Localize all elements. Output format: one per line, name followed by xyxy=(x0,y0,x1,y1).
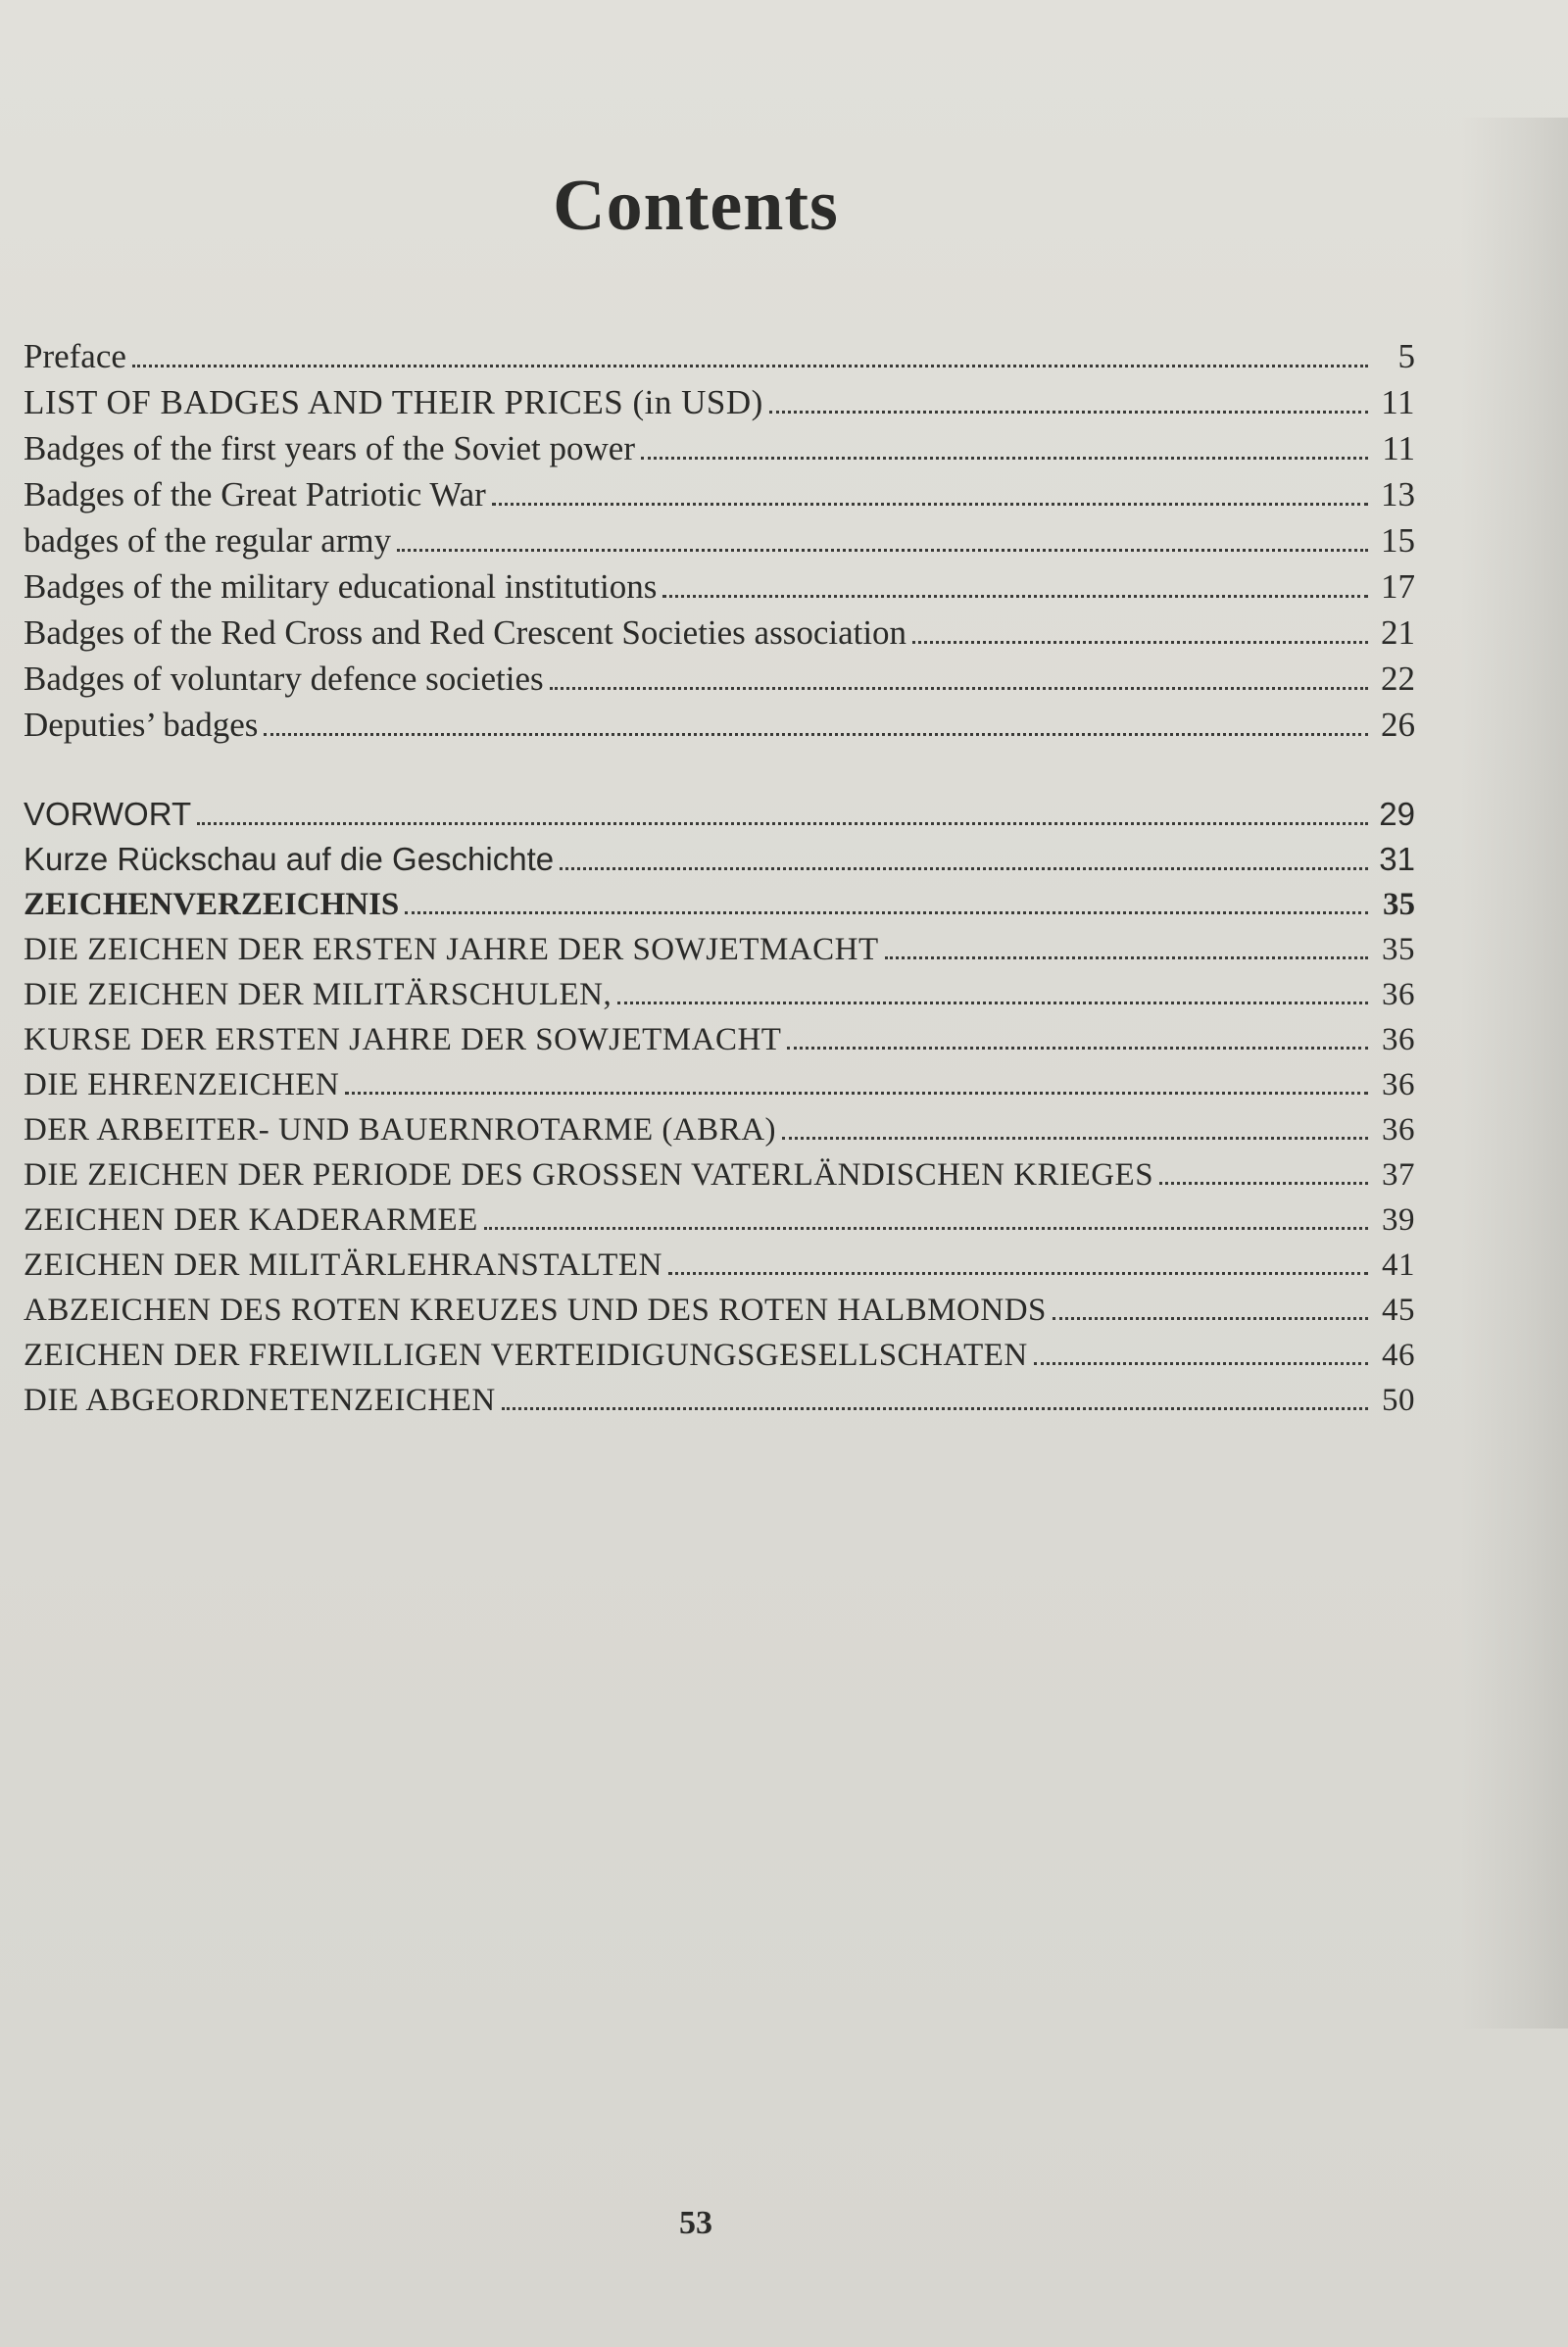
toc-entry-label: DIE ZEICHEN DER ERSTEN JAHRE DER SOWJETMACHT xyxy=(24,932,879,967)
toc-entry-kurse xyxy=(24,1017,1415,1062)
toc-entry-page: 46 xyxy=(1382,1338,1415,1373)
dot-leader xyxy=(769,411,1368,414)
toc-entry-first-years xyxy=(24,425,1415,471)
toc-entry-page: 22 xyxy=(1381,660,1415,698)
toc-entry-page: 15 xyxy=(1381,521,1415,560)
toc-entry-military-educational xyxy=(24,563,1415,610)
toc-entry-label: Kurze Rückschau auf die Geschichte xyxy=(24,841,555,877)
toc-entry-page: 5 xyxy=(1397,337,1415,375)
dot-leader xyxy=(492,503,1368,506)
toc-entry-page: 26 xyxy=(1381,706,1415,744)
toc-entry-label: Badges of the military educational institutions xyxy=(24,567,658,606)
toc-entry-label: ZEICHENVERZEICHNIS xyxy=(24,887,400,922)
toc-entry-page: 11 xyxy=(1381,383,1415,421)
toc-entry-label: Badges of the first years of the Soviet power xyxy=(24,429,636,467)
toc-entry-label: badges of the regular army xyxy=(24,521,392,560)
dot-leader xyxy=(912,641,1368,644)
page-title: Contents xyxy=(553,165,839,246)
toc-entry-label: Preface xyxy=(24,337,126,375)
toc-entry-militaerschulen xyxy=(24,972,1415,1017)
toc-entry-page: 36 xyxy=(1382,1067,1415,1102)
toc-entry-label: Badges of voluntary defence societies xyxy=(24,660,544,698)
toc-entry-ehrenzeichen xyxy=(24,1062,1415,1107)
toc-entry-page: 35 xyxy=(1382,932,1415,967)
dot-leader xyxy=(1159,1182,1368,1185)
toc-entry-page: 35 xyxy=(1383,887,1415,922)
dot-leader xyxy=(502,1407,1368,1410)
dot-leader xyxy=(484,1227,1368,1230)
dot-leader xyxy=(787,1047,1368,1050)
toc-entry-regular-army xyxy=(24,517,1415,563)
toc-entry-page: 41 xyxy=(1382,1247,1415,1283)
toc-entry-vorwort xyxy=(24,792,1415,837)
toc-entry-label: DER ARBEITER- UND BAUERNROTARME (ABRA) xyxy=(24,1112,777,1148)
toc-entry-kaderarmee xyxy=(24,1198,1415,1243)
toc-entry-label: Deputies’ badges xyxy=(24,706,259,744)
toc-entry-red-cross xyxy=(24,610,1415,656)
toc-entry-page: 36 xyxy=(1382,1022,1415,1057)
toc-english-section xyxy=(24,333,1415,748)
toc-entry-label: Badges of the Red Cross and Red Crescent Societies association xyxy=(24,613,907,652)
toc-entry-roten-kreuzes xyxy=(24,1288,1415,1333)
toc-entry-ersten-jahre xyxy=(24,927,1415,972)
toc-entry-page: 31 xyxy=(1379,841,1415,877)
dot-leader xyxy=(132,365,1368,367)
toc-entry-label: LIST OF BADGES AND THEIR PRICES (in USD) xyxy=(24,383,763,421)
toc-entry-rueckschau xyxy=(24,837,1415,882)
dot-leader xyxy=(885,956,1368,959)
toc-entry-page: 11 xyxy=(1382,429,1415,467)
dot-leader xyxy=(345,1092,1368,1095)
toc-entry-label: ABZEICHEN DES ROTEN KREUZES UND DES ROTEN HALBMONDS xyxy=(24,1293,1047,1328)
toc-entry-label: VORWORT xyxy=(24,796,192,832)
page-number: 53 xyxy=(679,2205,712,2241)
toc-entry-page: 45 xyxy=(1382,1293,1415,1328)
dot-leader xyxy=(264,733,1368,736)
toc-entry-page: 50 xyxy=(1382,1383,1415,1418)
toc-entry-voluntary-defence xyxy=(24,656,1415,702)
toc-entry-verteidigungsgesellschaten xyxy=(24,1333,1415,1378)
toc-entry-page: 17 xyxy=(1381,567,1415,606)
toc-entry-great-patriotic-war xyxy=(24,471,1415,517)
dot-leader xyxy=(405,911,1368,914)
dot-leader xyxy=(782,1137,1368,1140)
toc-entry-militaerlehranstalten xyxy=(24,1243,1415,1288)
toc-entry-label: DIE ZEICHEN DER MILITÄRSCHULEN, xyxy=(24,977,612,1012)
toc-entry-label: ZEICHEN DER FREIWILLIGEN VERTEIDIGUNGSGESELLSCHATEN xyxy=(24,1338,1028,1373)
toc-entry-page: 37 xyxy=(1382,1157,1415,1193)
toc-entry-abgeordnetenzeichen xyxy=(24,1378,1415,1423)
toc-entry-label: ZEICHEN DER KADERARMEE xyxy=(24,1202,478,1238)
toc-entry-page: 36 xyxy=(1382,977,1415,1012)
dot-leader xyxy=(397,549,1368,552)
toc-entry-deputies xyxy=(24,702,1415,748)
dot-leader xyxy=(641,457,1368,460)
toc-entry-preface xyxy=(24,333,1415,379)
dot-leader xyxy=(550,687,1368,690)
toc-entry-page: 29 xyxy=(1379,796,1415,832)
dot-leader xyxy=(668,1272,1368,1275)
dot-leader xyxy=(662,595,1368,598)
toc-entry-page: 13 xyxy=(1381,475,1415,513)
show-through-shadow xyxy=(1460,118,1568,2029)
toc-entry-abra xyxy=(24,1107,1415,1152)
toc-entry-label: KURSE DER ERSTEN JAHRE DER SOWJETMACHT xyxy=(24,1022,782,1057)
toc-entry-label: ZEICHEN DER MILITÄRLEHRANSTALTEN xyxy=(24,1247,662,1283)
dot-leader xyxy=(197,822,1368,825)
toc-entry-page: 36 xyxy=(1382,1112,1415,1148)
toc-entry-grossen-krieges xyxy=(24,1152,1415,1198)
toc-entry-zeichenverzeichnis xyxy=(24,882,1415,927)
toc-entry-list-of-badges xyxy=(24,379,1415,425)
toc-entry-page: 39 xyxy=(1382,1202,1415,1238)
toc-german-section xyxy=(24,792,1415,1423)
dot-leader xyxy=(560,867,1368,870)
dot-leader xyxy=(1034,1362,1368,1365)
dot-leader xyxy=(617,1002,1368,1004)
toc-entry-label: DIE ABGEORDNETENZEICHEN xyxy=(24,1383,496,1418)
toc-entry-label: Badges of the Great Patriotic War xyxy=(24,475,486,513)
dot-leader xyxy=(1053,1317,1368,1320)
toc-entry-label: DIE ZEICHEN DER PERIODE DES GROSSEN VATERLÄNDISCHEN KRIEGES xyxy=(24,1157,1154,1193)
toc-entry-label: DIE EHRENZEICHEN xyxy=(24,1067,340,1102)
toc-entry-page: 21 xyxy=(1381,613,1415,652)
